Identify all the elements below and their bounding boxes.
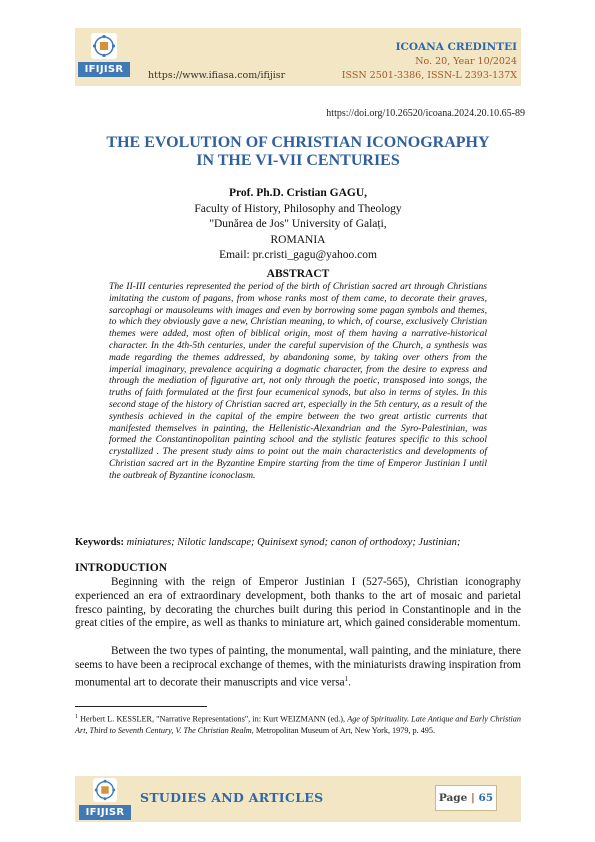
footnote-divider <box>75 706 207 707</box>
journal-name: ICOANA CREDINTEI <box>395 41 517 53</box>
keywords-values: miniatures; Nilotic landscape; Quinisext synod; canon of orthodoxy; Justinian; <box>126 537 461 548</box>
footer-logo <box>79 778 131 820</box>
author-email[interactable]: Email: pr.cristi_gagu@yahoo.com <box>219 249 377 261</box>
journal-issn: ISSN 2501-3386, ISSN-L 2393-137X <box>341 70 517 81</box>
journal-url-link[interactable]: https://www.ifiasa.com/ifijisr <box>148 70 286 81</box>
article-title-line-1: THE EVOLUTION OF CHRISTIAN ICONOGRAPHY <box>106 134 490 151</box>
author-faculty: Faculty of History, Philosophy and Theology <box>194 202 402 215</box>
author-country: ROMANIA <box>270 233 326 246</box>
logo-text: IFIJISR <box>78 62 130 77</box>
page-separator: | <box>471 792 475 804</box>
footnote-number: 1 <box>75 714 78 720</box>
footnote-prefix: Herbert L. KESSLER, "Narrative Representations", in: Kurt WEIZMANN (ed.), <box>80 714 348 724</box>
author-university: "Dunărea de Jos" University of Galați, <box>209 218 387 230</box>
author-name: Prof. Ph.D. Cristian GAGU, <box>228 187 368 199</box>
journal-issue: No. 20, Year 10/2024 <box>415 56 517 67</box>
footer-logo-text: IFIJISR <box>79 805 131 820</box>
introduction-paragraph-2: Between the two types of painting, the monumental, wall painting, and the miniature, there seems to have been a reciprocal exchange of themes, with the miniaturists drawing inspiration from monumental art to decorate their manuscripts and vice versa$^1$. <box>75 645 521 689</box>
introduction-heading: INTRODUCTION <box>75 562 168 574</box>
journal-logo <box>78 31 130 81</box>
abstract-text: The II-III centuries represented the period of the birth of Christian sacred art through Christians imitating the custom of pagans, from whose ranks most of them came, to decorate their graves, sarcophagi or mausoleums with images and even by borrowing some pagan symbols and themes, to which they obviously gave a new, Christian meaning, to which, of course, exclusively Christian themes were added, most often of biblical origin, most of them having a narrative-historical character. In the 4th-5th centuries, under the careful supervision of the Church, a synthesis was made regarding the themes addressed, by abandoning some, by taking over others from the imperial imaginary, prevalence acquiring a dogmatic character, from the desire to express and through the mediation of figurative art, not only through the poetic, transposed into songs, the truths of faith formulated at the first four ecumenical synods, but also in terms of styles. In this second stage of the history of Christian sacred art, especially in the 5th century, as a result of the synthesis achieved in the capital of the empire between the two great artistic currents that manifested themselves in painting, the Hellenistic-Alexandrian and the Syro-Palestinian, was formed the Constantinopolitan painting school and the stylistic features specific to this school crystallized . The present study aims to point out the main characteristics and developments of Christian sacred art in the Byzantine Empire starting from the time of Emperor Justinian I until the outbreak of Byzantine iconoclasm. <box>109 281 487 481</box>
abstract-heading: ABSTRACT <box>266 268 330 280</box>
footnote-reference[interactable]: 1 <box>344 674 349 683</box>
introduction-paragraph-1: Beginning with the reign of Emperor Justinian I (527-565), Christian iconography experienced an era of extraordinary development, both thanks to the art of mosaic and parietal fresco painting, by decorating the churches built during this period in Constantinople and in the great cities of the empire, as well as thanks to miniature art, which gained considerable momentum. <box>75 576 521 630</box>
footer-section-title: STUDIES AND ARTICLES <box>140 790 324 805</box>
keywords-label: Keywords: <box>75 537 124 548</box>
keywords <box>75 537 521 548</box>
doi-link[interactable]: https://doi.org/10.26520/icoana.2024.20.10.65-89 <box>326 108 525 119</box>
page-number: 65 <box>478 792 494 804</box>
paragraph-2-text: Between the two types of painting, the monumental, wall painting, and the miniature, there seems to have been a reciprocal exchange of themes, with the miniaturists drawing inspiration from monumental art to decorate their manuscripts and vice versa <box>75 645 521 689</box>
footnote <box>75 712 521 737</box>
page-label: Page <box>438 792 468 804</box>
footer-logo-emblem-icon <box>93 778 117 802</box>
article-title-line-2: IN THE VI-VII CENTURIES <box>196 152 400 169</box>
footnote-italic-title: Age of Spirituality. Late Antique and Early Christian Art, Third to Seventh Century, V. The Christian Realm <box>75 714 521 736</box>
page-number-box <box>435 785 497 811</box>
footnote-suffix: , Metropolitan Museum of Art, New York, 1979, p. 495. <box>251 726 436 736</box>
logo-emblem-icon <box>91 33 117 59</box>
author-block <box>75 186 521 264</box>
